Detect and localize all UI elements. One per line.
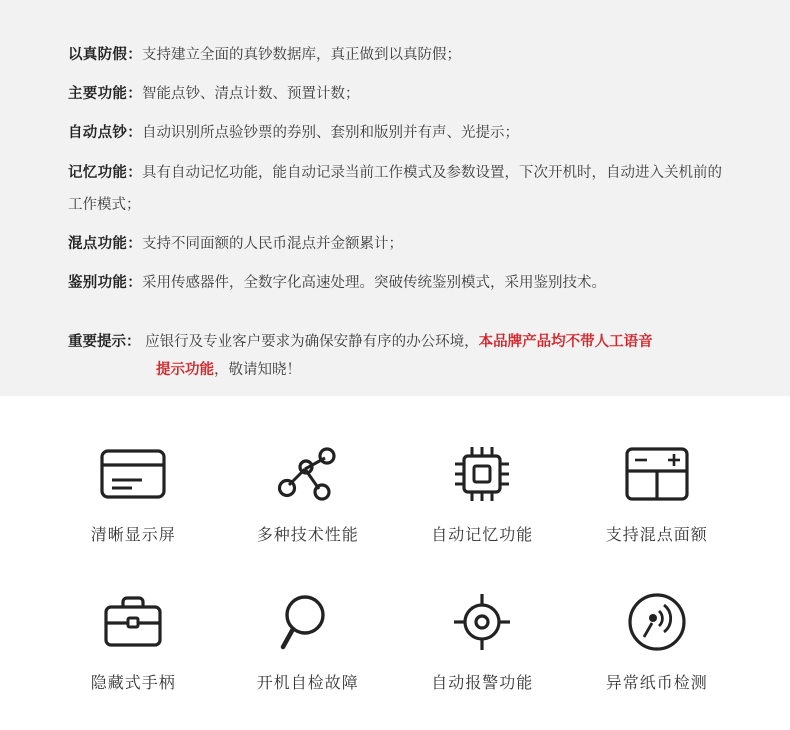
notice-label: 重要提示： xyxy=(68,334,141,350)
feature-icon-grid xyxy=(46,438,744,726)
chip-icon xyxy=(451,438,513,510)
feature-caption: 异常纸币检测 xyxy=(605,673,708,692)
spec-row-auto-count xyxy=(68,118,730,149)
spec-row-main-function xyxy=(68,79,730,110)
network-nodes-icon xyxy=(276,438,340,510)
target-alert-icon xyxy=(451,586,513,658)
magnifier-icon xyxy=(278,586,338,658)
feature-caption: 开机自检故障 xyxy=(256,673,359,692)
feature-item-hidden-handle xyxy=(46,586,221,726)
feature-caption: 多种技术性能 xyxy=(256,525,359,544)
spec-label: 记忆功能： xyxy=(68,165,142,181)
important-notice xyxy=(68,327,730,385)
notice-highlight-part1: 本品牌产品均不带人工语音 xyxy=(478,334,653,350)
feature-item-auto-alarm xyxy=(395,586,570,726)
spec-text: 智能点钞、清点计数、预置计数； xyxy=(142,86,360,102)
feature-item-technology xyxy=(221,438,396,578)
spec-label: 自动点钞： xyxy=(68,125,142,141)
spec-label: 以真防假： xyxy=(68,47,142,63)
feature-caption: 自动记忆功能 xyxy=(431,525,534,544)
feature-item-display-screen xyxy=(46,438,221,578)
feature-caption: 自动报警功能 xyxy=(431,673,534,692)
spec-text: 采用传感器件，全数字化高速处理。突破传统鉴别模式，采用鉴别技术。 xyxy=(142,275,606,291)
keypad-icon xyxy=(623,438,691,510)
briefcase-icon xyxy=(101,586,165,658)
spec-row-mixed-count xyxy=(68,229,730,260)
feature-icon-section xyxy=(0,396,790,730)
feature-item-mixed-denomination xyxy=(570,438,745,578)
feature-caption: 支持混点面额 xyxy=(605,525,708,544)
notice-highlight-part2: 提示功能 xyxy=(156,362,214,378)
feature-item-abnormal-note-detection xyxy=(570,586,745,726)
spec-text: 自动识别所点验钞票的券别、套别和版别并有声、光提示； xyxy=(142,125,519,141)
disc-scan-icon xyxy=(626,586,688,658)
spec-text: 具有自动记忆功能，能自动记录当前工作模式及参数设置，下次开机时，自动进入关机前的工作模式； xyxy=(68,165,722,213)
spec-label: 鉴别功能： xyxy=(68,275,142,291)
spec-label: 混点功能： xyxy=(68,236,142,252)
spec-row-memory-function xyxy=(68,157,730,221)
feature-item-auto-memory xyxy=(395,438,570,578)
spec-text: 支持不同面额的人民币混点并金额累计； xyxy=(142,236,403,252)
notice-text-before: 应银行及专业客户要求为确保安静有序的办公环境， xyxy=(145,334,479,350)
spec-row-identification xyxy=(68,268,730,299)
spec-row-anti-counterfeit xyxy=(68,40,730,71)
spec-label: 主要功能： xyxy=(68,86,142,102)
feature-item-self-check xyxy=(221,586,396,726)
feature-caption: 清晰显示屏 xyxy=(90,525,176,544)
notice-text-after: ，敬请知晓！ xyxy=(214,362,301,378)
spec-text: 支持建立全面的真钞数据库，真正做到以真防假； xyxy=(142,47,461,63)
display-screen-icon xyxy=(98,438,168,510)
feature-caption: 隐藏式手柄 xyxy=(90,673,176,692)
notice-second-line xyxy=(68,355,730,385)
